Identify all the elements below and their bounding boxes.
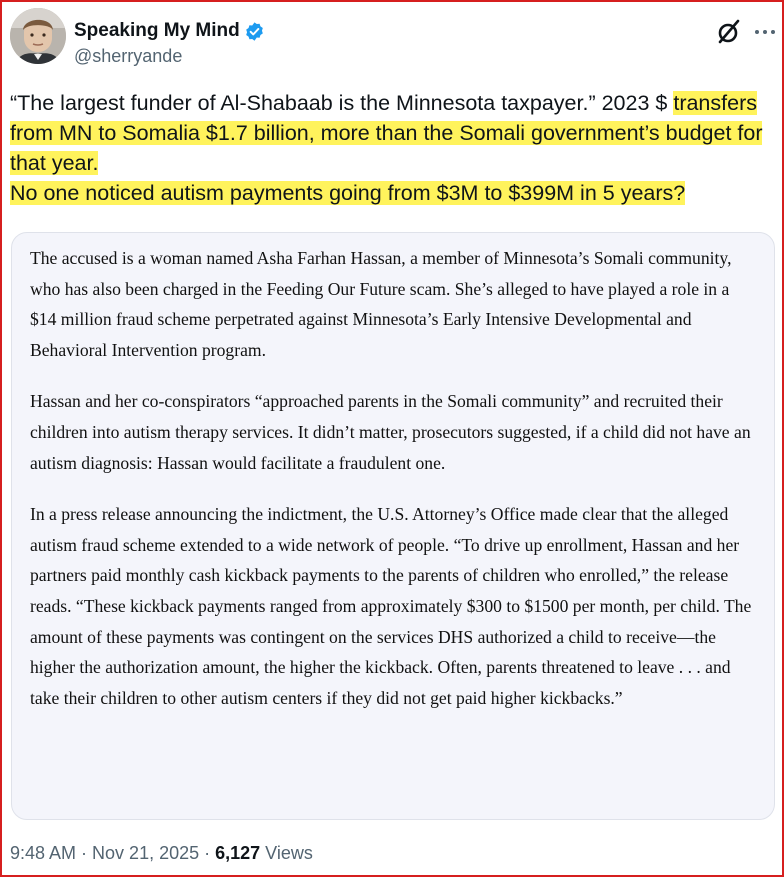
footer-separator: · xyxy=(199,843,216,863)
author-name-line xyxy=(74,19,265,43)
author-handle[interactable]: @sherryande xyxy=(74,46,183,66)
tweet-text-paragraph xyxy=(10,88,770,178)
tweet-text-line: “The largest funder of Al-Shabaab is the Minnesota taxpayer.” 2023 $ xyxy=(10,91,668,115)
avatar[interactable] xyxy=(10,8,66,64)
tweet-highlighted-question: No one noticed autism payments going from $3M to $399M in 5 years? xyxy=(10,181,686,205)
verified-badge-icon xyxy=(244,21,265,42)
article-paragraph: The accused is a woman named Asha Farhan Hassan, a member of Minnesota’s Somali community, who has also been charged in the Feeding Our Future scam. She’s alleged to have played a role in a $14 million fraud scheme perpetrated against Minnesota’s Early Intensive Developmental and Behavioral Intervention program. xyxy=(30,248,732,360)
article-paragraph: In a press release announcing the indictment, the U.S. Attorney’s Office made clear that the alleged autism fraud scheme extended to a wide network of people. “To drive up enrollment, Hassan and her partners paid monthly cash kickback payments to the parents of children who enrolled,” the release reads. “These kickback payments ranged from approximately $300 to $1500 per month, per child. The amount of these payments was contingent on the services DHS authorized a child to receive—the higher the authorization amount, the higher the kickback. Often, parents threatened to leave . . . and take their children to other autism centers if they did not get paid higher kickbacks.” xyxy=(30,504,752,708)
views-label: Views xyxy=(260,843,313,863)
tweet-header xyxy=(10,8,774,68)
post-time[interactable]: 9:48 AM xyxy=(10,843,77,863)
footer-separator: · xyxy=(76,843,93,863)
tweet-text xyxy=(10,88,770,208)
post-date[interactable]: Nov 21, 2025 xyxy=(92,843,200,863)
tweet-text-paragraph-2 xyxy=(10,178,770,208)
views-count: 6,127 xyxy=(215,843,261,863)
person-avatar-icon xyxy=(10,8,66,64)
more-dots-icon[interactable] xyxy=(754,28,776,36)
tweet-footer xyxy=(10,843,313,869)
quoted-article-card[interactable] xyxy=(11,232,775,820)
tweet-highlighted-text: transfers from MN to Somalia $1.7 billion, more than the Somali government’s budget for that year. xyxy=(10,91,763,175)
author-display-name[interactable]: Speaking My Mind xyxy=(74,20,240,41)
article-paragraph: Hassan and her co-conspirators “approached parents in the Somali community” and recruited their children into autism therapy services. It didn’t matter, prosecutors suggested, if a child did not have an autism diagnosis: Hassan would facilitate a fraudulent one. xyxy=(30,391,751,473)
grok-slash-circle-icon[interactable] xyxy=(716,19,742,45)
